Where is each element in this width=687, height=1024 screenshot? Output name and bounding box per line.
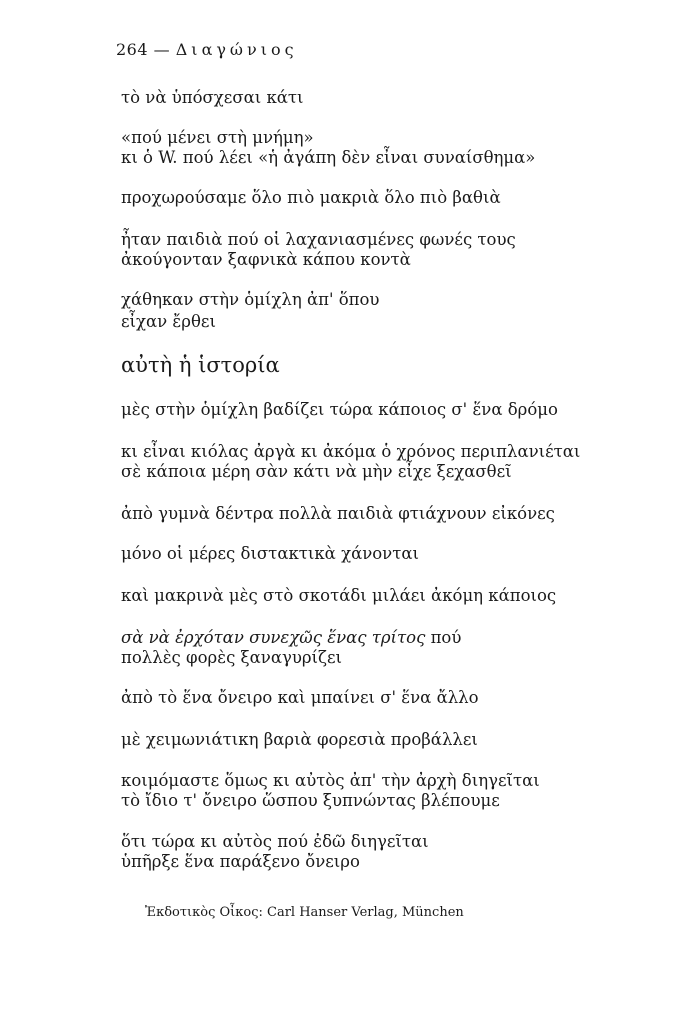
poem-line: ἀκούγονταν ξαφνικὰ κάπου κοντὰ (121, 250, 411, 269)
poem-line: μὲς στὴν ὁμίχλη βαδίζει τώρα κάποιος σ' ἕνα δρόμο (121, 400, 558, 419)
running-header (116, 40, 298, 59)
poem-line: προχωρούσαμε ὅλο πιὸ μακριὰ ὅλο πιὸ βαθιὰ (121, 188, 501, 207)
poem-line: μὲ χειμωνιάτικη βαριὰ φορεσιὰ προβάλλει (121, 730, 478, 749)
header-dash: — (153, 40, 171, 59)
poem-line: ἀπὸ γυμνὰ δέντρα πολλὰ παιδιὰ φτιάχνουν εἰκόνες (121, 504, 555, 523)
poem-line: μόνο οἱ μέρες διστακτικὰ χάνονται (121, 544, 419, 563)
poem-line: πολλὲς φορὲς ξαναγυρίζει (121, 648, 342, 667)
poem-line: εἶχαν ἔρθει (121, 312, 216, 331)
poem-line: «πού μένει στὴ μνήμη» (121, 128, 314, 147)
poem-line: ὑπῆρξε ἕνα παράξενο ὄνειρο (121, 852, 360, 871)
poem-line: ἀπὸ τὸ ἕνα ὄνειρο καὶ μπαίνει σ' ἕνα ἄλλο (121, 688, 479, 707)
poem-line: κι ὁ W. πού λέει «ἡ ἀγάπη δὲν εἶναι συναίσθημα» (121, 148, 536, 167)
poem-line: σὲ κάποια μέρη σὰν κάτι νὰ μὴν εἶχε ξεχασθεῖ (121, 462, 512, 481)
poem-line: κοιμόμαστε ὅμως κι αὐτὸς ἀπ' τὴν ἀρχὴ διηγεῖται (121, 771, 540, 790)
line-tail: πού (425, 628, 462, 647)
poem-line: χάθηκαν στὴν ὁμίχλη ἀπ' ὅπου (121, 290, 380, 309)
section-heading: αὐτὴ ἡ ἱστορία (121, 353, 280, 377)
poem-line: καὶ μακρινὰ μὲς στὸ σκοτάδι μιλάει ἀκόμη κάποιος (121, 586, 557, 605)
publisher-footnote: Ἐκδοτικὸς Οἶκος: Carl Hanser Verlag, München (145, 905, 464, 920)
poem-line: ἦταν παιδιὰ πού οἱ λαχανιασμένες φωνές τους (121, 230, 516, 249)
journal-title: Διαγώνιος (175, 40, 298, 59)
poem-line: ὅτι τώρα κι αὐτὸς πού ἐδῶ διηγεῖται (121, 832, 429, 851)
poem-line (121, 628, 461, 648)
page-number: 264 (116, 40, 149, 59)
poem-line: τὸ νὰ ὑπόσχεσαι κάτι (121, 88, 304, 107)
poem-line: κι εἶναι κιόλας ἀργὰ κι ἀκόμα ὁ χρόνος περιπλανιέται (121, 442, 581, 461)
poem-line: τὸ ἴδιο τ' ὄνειρο ὥσπου ξυπνώντας βλέπουμε (121, 791, 500, 810)
italic-phrase: σὰ νὰ ἐρχόταν συνεχῶς ἕνας τρίτος (121, 628, 426, 647)
